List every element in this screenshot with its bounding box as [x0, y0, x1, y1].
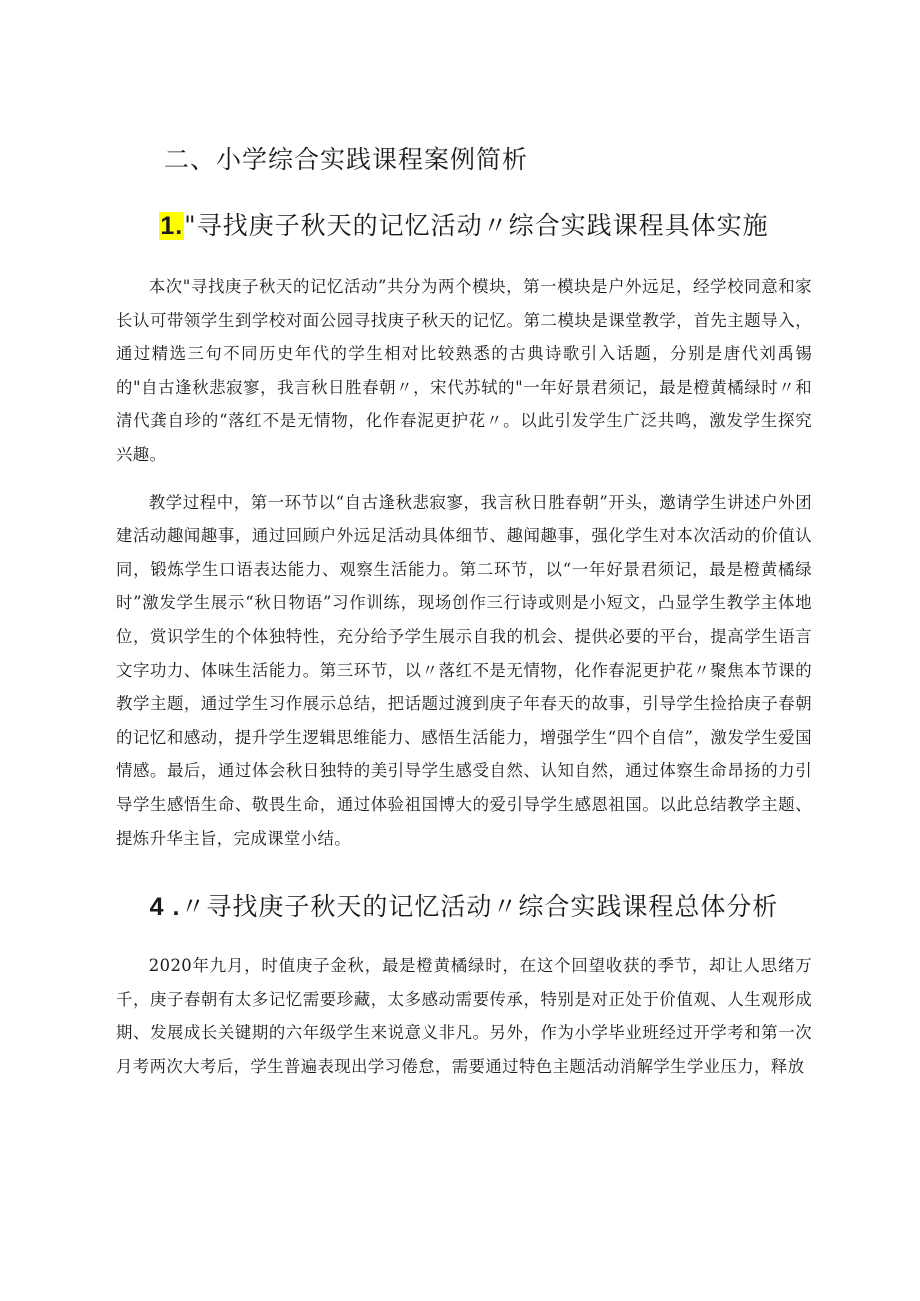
subsection-heading-1-title	[116, 204, 812, 248]
heading-number-highlighted: 1.	[160, 212, 184, 240]
paragraph: 本次"寻找庚子秋天的记忆活动”共分为两个模块，第一模块是户外远足，经学校同意和家长认可带领学生到学校对面公园寻找庚子秋天的记忆。第二模块是课堂教学，首先主题导入，通过精选三句不同历史年代的学生相对比较熟悉的古典诗歌引入话题，分别是唐代刘禹锡的"自古逢秋悲寂寥，我言秋日胜春朝〃，宋代苏轼的"一年好景君须记，最是橙黄橘绿时〃和清代龚自珍的“落红不是无情物，化作春泥更护花〃。以此引发学生广泛共鸣，激发学生探究兴趣。	[116, 277, 812, 464]
subsection-heading-2-title	[116, 885, 812, 929]
subsection-heading-2	[116, 885, 812, 929]
subsection-heading-1	[116, 204, 812, 248]
paragraph: 教学过程中，第一环节以“自古逢秋悲寂寥，我言秋日胜春朝”开头，邀请学生讲述户外团建活动趣闻趣事，通过回顾户外远足活动具体细节、趣闻趣事，强化学生对本次活动的价值认同，锻炼学生口语表达能力、观察生活能力。第二环节，以“一年好景君须记，最是橙黄橘绿时”激发学生展示“秋日物语”习作训练，现场创作三行诗或则是小短文，凸显学生教学主体地位，赏识学生的个体独特性，充分给予学生展示自我的机会、提供必要的平台，提高学生语言文字功力、体味生活能力。第三环节，以〃落红不是无情物，化作春泥更护花〃聚焦本节课的教学主题，通过学生习作展示总结，把话题过渡到庚子年春天的故事，引导学生捡拾庚子春朝的记忆和感动，提升学生逻辑思维能力、感悟生活能力，增强学生“四个自信”，激发学生爱国情感。最后，通过体会秋日独特的美引导学生感受自然、认知自然，通过体察生命昂扬的力引导学生感悟生命、敬畏生命，通过体验祖国博大的爱引导学生感恩祖国。以此总结教学主题、提炼升华主旨，完成课堂小结。	[116, 492, 812, 848]
heading-text: "寻找庚子秋天的记忆活动〃综合实践课程具体实施	[184, 211, 769, 240]
paragraph: 2020年九月，时值庚子金秋，最是橙黄橘绿时，在这个回望收获的季节，却让人思绪万千，庚子春朝有太多记忆需要珍藏，太多感动需要传承，特别是对正处于价值观、人生观形成期、发展成长关键期的六年级学生来说意义非凡。另外，作为小学毕业班经过开学考和第一次月考两次大考后，学生普遍表现出学习倦怠，需要通过特色主题活动消解学生学业压力，释放	[116, 956, 812, 1076]
section-title: 二、小学综合实践课程案例简析	[164, 145, 529, 174]
heading-text: 〃寻找庚子秋天的记忆活动〃综合实践课程总体分析	[180, 892, 779, 922]
heading-number: 4 .	[149, 893, 181, 922]
